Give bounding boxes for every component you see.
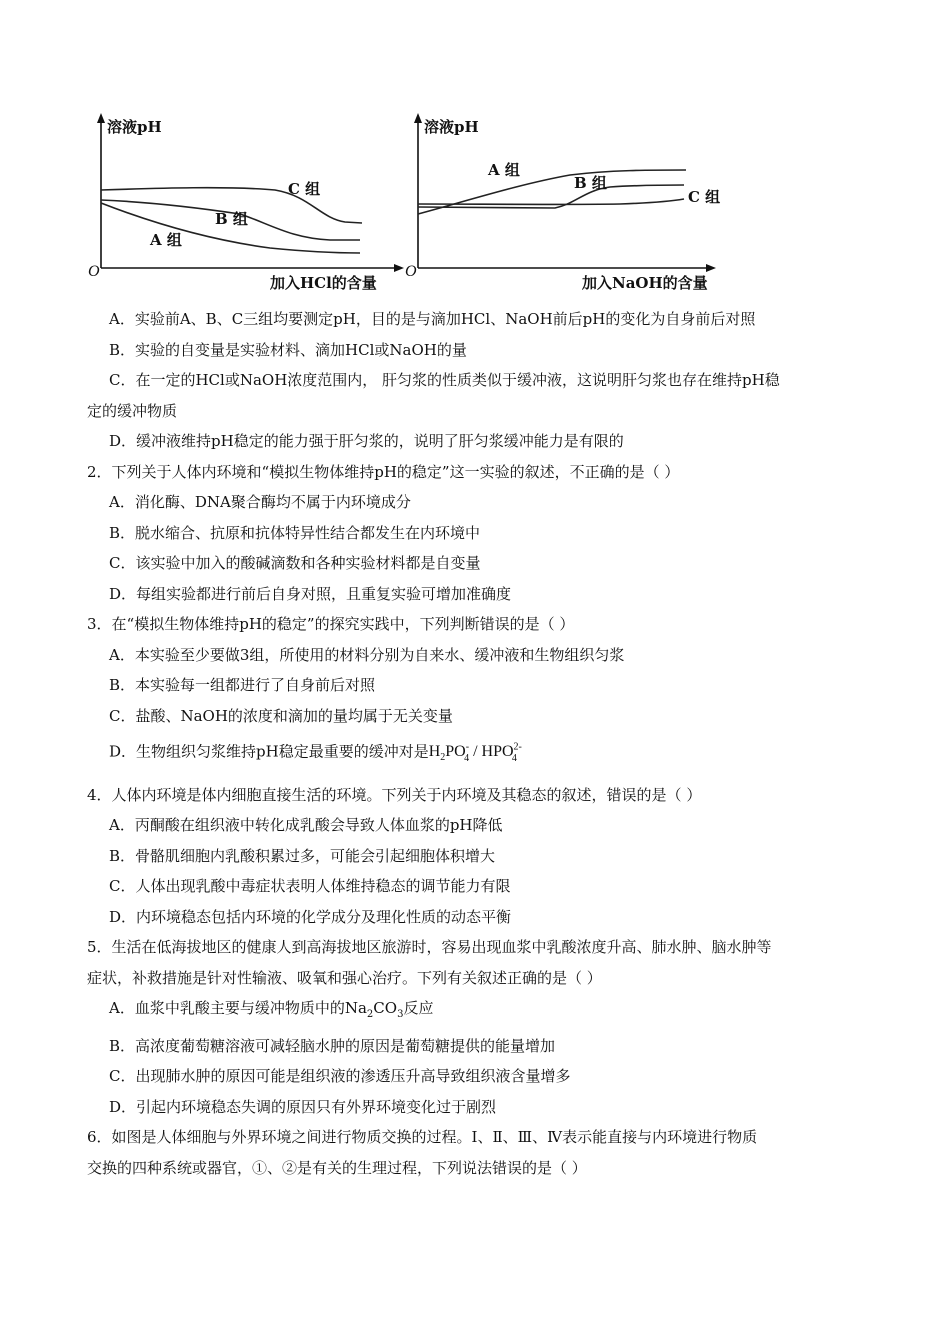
- question-list: [87, 304, 867, 1183]
- left-label-b: B 组: [215, 210, 248, 228]
- q2-option-b: B．脱水缩合、抗原和抗体特异性结合都发生在内环境中: [109, 523, 481, 542]
- q1-option-a: A．实验前A、B、C三组均要测定pH，目的是与滴加HCl、NaOH前后pH的变化为自身前后对照: [109, 310, 756, 328]
- q1-option-d: D．缓冲液维持pH稳定的能力强于肝匀浆的，说明了肝匀浆缓冲能力是有限的: [109, 432, 624, 450]
- q3-option-a: A．本实验至少要做3组，所使用的材料分别为自来水、缓冲液和生物组织匀浆: [109, 645, 625, 664]
- right-curve-c: [418, 199, 684, 204]
- q5-option-a: A．血浆中乳酸主要与缓冲物质中的$Na_2CO_3$反应: [109, 999, 434, 1021]
- left-y-arrow: [97, 113, 105, 123]
- right-x-arrow: [706, 264, 716, 272]
- q2-option-d: D．每组实验都进行前后自身对照，且重复实验可增加准确度: [109, 584, 512, 603]
- q4-option-c: C．人体出现乳酸中毒症状表明人体维持稳态的调节能力有限: [109, 877, 511, 896]
- q5-stem-line1: 5．生活在低海拔地区的健康人到高海拔地区旅游时，容易出现血浆中乳酸浓度升高、肺水肿、脑水肿等: [87, 938, 772, 957]
- right-origin: O: [405, 263, 417, 280]
- graph-naoh: [405, 113, 720, 292]
- q1-option-b: B．实验的自变量是实验材料、滴加HCl或NaOH的量: [109, 340, 467, 359]
- q4-option-b: B．骨骼肌细胞内乳酸积累过多，可能会引起细胞体积增大: [109, 846, 496, 865]
- graph-hcl: [88, 113, 404, 292]
- right-label-c: C 组: [688, 188, 721, 206]
- right-y-arrow: [414, 113, 422, 123]
- q3-option-d: [87, 731, 867, 776]
- q5-stem-line2: 症状，补救措施是针对性输液、吸氧和强心治疗。下列有关叙述正确的是（ ）: [87, 968, 602, 987]
- right-xlabel: 加入NaOH的含量: [582, 274, 708, 292]
- q3-stem: 3．在“模拟生物体维持pH的稳定”的探究实践中，下列判断错误的是（ ）: [87, 615, 575, 633]
- left-x-arrow: [394, 264, 404, 272]
- q4-option-a: A．丙酮酸在组织液中转化成乳酸会导致人体血浆的pH降低: [109, 816, 503, 835]
- left-origin: O: [88, 263, 100, 280]
- buffer-pair-formula: $H_2PO^-_4 / HPO^{2-}_4$: [428, 742, 522, 764]
- right-ylabel: 溶液pH: [424, 118, 479, 136]
- q3-option-d-text: D．生物组织匀浆维持pH稳定最重要的缓冲对是: [109, 742, 429, 761]
- left-xlabel: 加入HCl的含量: [270, 274, 377, 292]
- q6-stem-line1: 6．如图是人体细胞与外界环境之间进行物质交换的过程。Ⅰ、Ⅱ、Ⅲ、Ⅳ表示能直接与内环境进行物质: [87, 1128, 758, 1147]
- q2-stem: 2．下列关于人体内环境和“模拟生物体维持pH的稳定”这一实验的叙述，不正确的是（ ）: [87, 462, 680, 481]
- q1-option-c-continued: 定的缓冲物质: [87, 401, 178, 420]
- left-label-a: A 组: [150, 231, 182, 249]
- q6-stem-line2: 交换的四种系统或器官，①、②是有关的生理过程，下列说法错误的是（ ）: [87, 1158, 587, 1177]
- left-ylabel: 溶液pH: [107, 118, 162, 136]
- q4-stem: 4．人体内环境是体内细胞直接生活的环境。下列关于内环境及其稳态的叙述，错误的是（ ）: [87, 785, 702, 804]
- right-label-b: B 组: [574, 174, 607, 192]
- q5-option-b: B．高浓度葡萄糖溶液可减轻脑水肿的原因是葡萄糖提供的能量增加: [109, 1036, 556, 1055]
- q3-option-c: C．盐酸、NaOH的浓度和滴加的量均属于无关变量: [109, 706, 453, 725]
- q5-option-d: D．引起内环境稳态失调的原因只有外界环境变化过于剧烈: [109, 1097, 497, 1116]
- ph-graphs: [0, 0, 950, 300]
- figure-area: [0, 0, 950, 300]
- left-label-c: C 组: [288, 180, 321, 198]
- q1-option-c: C．在一定的HCl或NaOH浓度范围内， 肝匀浆的性质类似于缓冲液，这说明肝匀浆也存在维持pH稳: [109, 371, 780, 389]
- q3-option-b: B．本实验每一组都进行了自身前后对照: [109, 676, 376, 694]
- q5-option-c: C．出现肺水肿的原因可能是组织液的渗透压升高导致组织液含量增多: [109, 1067, 571, 1086]
- q4-option-d: D．内环境稳态包括内环境的化学成分及理化性质的动态平衡: [109, 907, 512, 926]
- q2-option-a: A．消化酶、DNA聚合酶均不属于内环境成分: [109, 493, 411, 511]
- q2-option-c: C．该实验中加入的酸碱滴数和各种实验材料都是自变量: [109, 554, 481, 572]
- right-label-a: A 组: [488, 161, 520, 179]
